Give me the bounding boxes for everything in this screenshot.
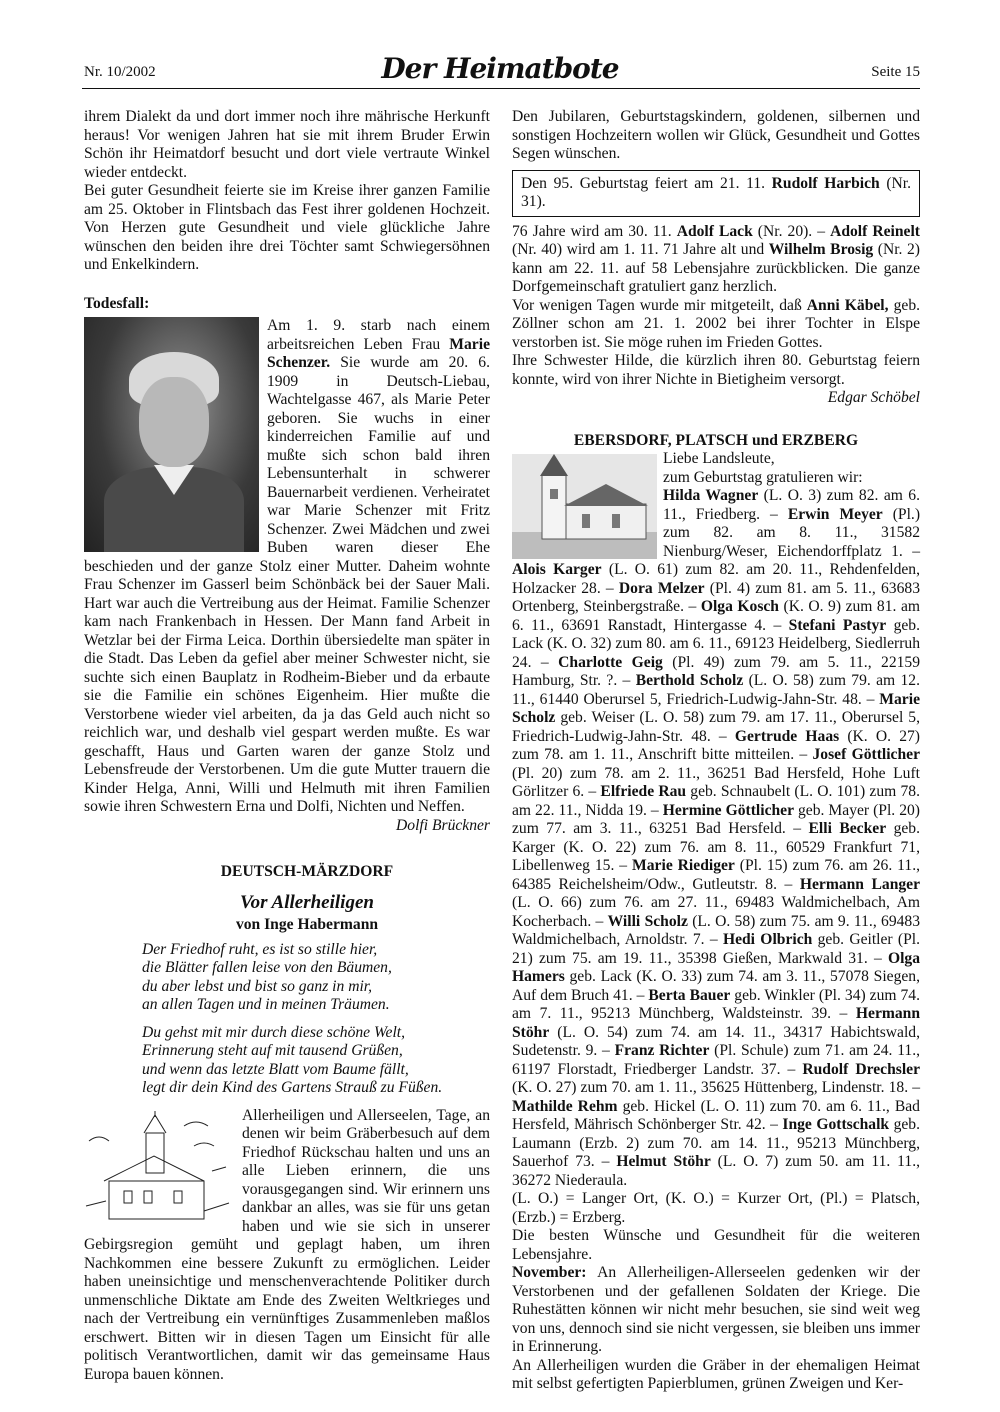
paragraph — [512, 223, 920, 297]
greeting: zum Geburtstag gratulieren wir: — [663, 468, 863, 486]
text-run: geb. Hickel (L. O. 11) zum 70. am 6. 11., Bad Hersfeld, Mährisch Schönberger Str. 42. – — [512, 1097, 920, 1133]
person-name: Mathilde Rehm — [512, 1097, 618, 1115]
birthday-box: Den 95. Geburtstag feiert am 21. 11. Rudolf Harbich (Nr. 31). — [512, 170, 920, 217]
obituary — [84, 317, 490, 834]
issue-number: Nr. 10/2002 — [84, 64, 156, 80]
text-run: geb. Zöllner schon am 21. 1. 2002 bei ihrer Tochter in Elspe verstorben ist. Sie möge ruhen im Frieden Gottes. — [512, 296, 921, 351]
text-run: 76 Jahre wird am 30. 11. — [512, 222, 677, 240]
text-run: (L. O. 58) zum 79. am 12. 11., 61440 Oberursel 5, Friedrich-Ludwig-Jahn-Str. 48. – — [512, 672, 920, 708]
person-name: Olga Hamers — [512, 949, 920, 985]
paragraph: ihrem Dialekt da und dort immer noch ihre mährische Herkunft heraus! Vor wenigen Jahren hat sie mit ihrem Bruder Erwin Schön ihr Heimatdorf besucht und dort viele vertraute Winkel wieder entdeckt. — [84, 108, 490, 181]
text-run: (Pl. 15) zum 76. am 26. 11., 64385 Reichelsheim/Odw., Gutleutstr. 8. – — [512, 857, 920, 893]
text-run: (Pl. 49) zum 79. am 5. 11., 22159 Hamburg, Str. ?. – — [512, 653, 921, 689]
person-name: Charlotte Geig — [558, 653, 663, 671]
signature: Edgar Schöbel — [827, 389, 920, 406]
person-name: Hilda Wagner — [663, 487, 759, 504]
person-name: Josef Göttlicher — [812, 746, 920, 763]
text-run: (Nr. 2) kann am 22. 11. auf 58 Lebensjahre zurückblicken. Die ganze Dorfgemeinschaft gratuliert ganz herzlich. — [512, 241, 921, 295]
person-name: Marie Scholz — [512, 690, 920, 726]
text-run: geb. Lack (K. O. 33) zum 74. am 3. 11., 57078 Siegen, Auf dem Bruch 41. – — [512, 968, 920, 1004]
person-name: Elfriede Rau — [600, 783, 687, 800]
person-name: Stefani Pastyr — [788, 616, 887, 634]
text-run: (K. O. 9) zum 81. am 6. 11., 63691 Ranstadt, Hintergasse 4. – — [512, 598, 920, 634]
text-run: (Pl. 20) zum 78. am 2. 11., 36251 Bad Hersfeld, Hohe Luft Görlitzer 6. – — [512, 764, 920, 800]
stanza: Der Friedhof ruht, es ist so stille hier, die Blätter fallen leise von den Bäumen, du aber lebst und bist so ganz in mir, an allen Tagen und in meinen Träumen. — [142, 940, 392, 1013]
person-name: Elli Becker — [808, 820, 887, 837]
person-name: Hermine Göttlicher — [662, 801, 795, 819]
text-run: (L. O. 54) zum 74. am 14. 11., 34317 Habichtswald, Sudetenstr. 9. – — [512, 1023, 920, 1059]
paragraph: Den Jubilaren, Geburtstagskindern, goldenen, silbernen und sonstigen Hochzeitern wollen wir Glück, Gesundheit und Gottes Segen wünschen. — [512, 108, 920, 162]
paragraph: An Allerheiligen wurden die Gräber in der ehemaligen Heimat mit selbst gefertigten Papierblumen, grünen Zweigen und Ker- — [512, 1356, 920, 1392]
text-run: geb. Lack (K. O. 32) zum 80. am 6. 11., 69123 Heidelberg, Siedlerruh 24. – — [512, 616, 920, 671]
text-run: (L. O. 7) zum 50. am 11. 11., 36272 Niederaula. — [512, 1153, 920, 1189]
november-label: November: — [512, 1264, 587, 1281]
text-run: geb. Mayer (Pl. 20) zum 77. am 3. 11., 63251 Bad Hersfeld. – — [512, 801, 920, 837]
person-name: Adolf Lack — [676, 222, 753, 240]
person-name: Berthold Scholz — [635, 672, 744, 689]
masthead-title: Der Heimatbote — [381, 52, 619, 85]
text-run: geb. Schnaubelt (L. O. 101) zum 78. am 22. 11., Nidda 19. – — [512, 783, 920, 819]
church-photo-icon — [512, 454, 657, 559]
text-run: (L. O. 66) zum 76. am 27. 11., 69483 Waldmichelbach, Am Kocherbach. – — [512, 894, 920, 930]
obituary-signature: Dolfi Brückner — [396, 816, 490, 834]
person-name: Wilhelm Brosig — [768, 241, 874, 258]
greeting: Liebe Landsleute, — [663, 450, 775, 467]
person-name: Franz Richter — [614, 1042, 710, 1059]
poem — [142, 941, 490, 1098]
text-run: Vor wenigen Tagen wurde mir mitgeteilt, daß — [512, 296, 807, 314]
obituary-text: Sie wurde am 20. 6. 1909 in Deutsch-Liebau, Wachtelgasse 467, als Marie Peter geboren. Sie wuchs in einer kinderreichen Familie auf und mußte sich schon bald ihren Lebensunterhalt in schwerer Bauernarbeit verdienen. Verheiratet war Marie Schenzer mit Fritz Schenzer. Zwei Mädchen und zwei Buben waren dieser Ehe beschieden und der ganze Stolz einer Mutter. Daheim wohnte Frau Schenzer im Gasserl beim Schönbäck bei der Sauer Mali. Hart war auch die Vertreibung aus der Heimat. Familie Schenzer kam nach Frankenbach in Hessen. Der Mann fand Arbeit in Wetzlar bei der Firma Leica. Dorthin übersiedelte man später in die Stadt. Das Leben da gefiel aber meiner Schwester nicht, sie suchte sich einen Bauplatz in Rodheim-Bieber und da erbaute sie die Familie ein schönes Eigenheim. Hier mußte die Verstorbene wieder viel arbeiten, da ja das Geld auch nicht so reichlich war, und deshalb viel gespart werden mußte. Es war geschafft, Haus und Garten waren der ganze Stolz und Lebensfreude der Verstorbenen. Um die gute Mutter trauern die Kinder Helga, Anni, Willi und Helmuth mit ihren Familien sowie ihren Schwestern Erna und Dolfi, Nichten und Neffen. — [84, 354, 490, 815]
text-run: (L. O. 58) zum 75. am 9. 11., 69483 Waldmichelbach, Arnoldstr. 7. – — [512, 912, 921, 948]
text-run: (Pl. 4) zum 81. am 5. 11., 63683 Ortenberg, Steinbergstraße. – — [512, 579, 920, 615]
paragraph: November: An Allerheiligen-Allerseelen gedenken wir der Verstorbenen und der gefallenen Soldaten der Kriege. Die Ruhestätten können wir nicht mehr besuchen, sie sind weit weg von uns, dennoch sind sie nicht vergessen, sie bleiben uns immer in Erinnerung. — [512, 1264, 920, 1355]
obituary-text: Am 1. 9. starb nach einem arbeitsreichen Leben Frau — [267, 317, 490, 353]
text-run: geb. Winkler (Pl. 34) zum 74. am 7. 11., 95213 Münchberg, Waldsteinstr. 39. – — [512, 986, 920, 1022]
right-column — [512, 108, 920, 1394]
birthday-entries — [512, 487, 920, 1189]
text-run: (Nr. 20). – — [752, 222, 831, 240]
text-run: (K. O. 27) zum 78. am 1. 11., Anschrift bitte mitteilen. – — [512, 727, 920, 763]
death-heading: Todesfall: — [84, 294, 150, 312]
person-name: Helmut Stöhr — [616, 1153, 711, 1170]
birthday-list — [512, 450, 920, 1190]
text-run: (K. O. 27) zum 70. am 1. 11., 35625 Hüttenberg, Lindenstr. 18. – — [512, 1079, 920, 1096]
page-number: Seite 15 — [871, 64, 920, 80]
person-name: Inge Gottschalk — [782, 1116, 890, 1133]
person-name: Adolf Reinelt — [830, 222, 920, 240]
text-run: (Pl.) zum 82. am 8. 11., 31582 Nienburg/Weser, Eichendorffplatz 1. – — [663, 505, 921, 560]
left-column — [84, 108, 490, 1384]
person-name: Hermann Stöhr — [512, 1005, 920, 1041]
person-name: Willi Scholz — [607, 912, 688, 930]
paragraph: Ihre Schwester Hilde, die kürzlich ihren 80. Geburtstag feiern konnte, wird von ihrer Nichte in Bietigheim versorgt. — [512, 352, 920, 388]
text-run: (L. O. 61) zum 82. am 20. 11., Rehdenfelden, Holzacker 28. – — [512, 561, 920, 597]
poem-author: von Inge Habermann — [235, 916, 379, 933]
person-name: Hedi Olbrich — [722, 931, 813, 948]
text-run: geb. Karger (K. O. 22) zum 76. am 8. 11., 60529 Frankfurt 71, Libellenweg 15. – — [512, 820, 920, 874]
person-name: Berta Bauer — [648, 986, 731, 1004]
person-name: Alois Karger — [512, 561, 602, 578]
section-heading: EBERSDORF, PLATSCH und ERZBERG — [573, 431, 859, 449]
legend: (L. O.) = Langer Ort, (K. O.) = Kurzer Ort, (Pl.) = Platsch, (Erzb.) = Erzberg. — [512, 1190, 920, 1226]
closing-text: Allerheiligen und Allerseelen, Tage, an denen wir beim Gräberbesuch auf dem Friedhof Rückschau halten und uns an alle Lieben erinnern, die uns vorausgegangen sind. Wir erinnern uns dankbar an alles, was sie für uns getan haben und wie sie sich in unserer Gebirgsregion gemüht und geplagt haben, um ihren Nachkommen eine bessere Zukunft zu ermöglichen. Leider haben uneinsichtige und menschenverachtende Politiker durch unmenschliche Diktate am Ende des Zweiten Weltkrieges und nach der Vertreibung ein vernünftiges Zusammenleben maßlos erschwert. Bitten wir in diesen Tagen um Einsicht für alle politisch Verantwortlichen, damit wir das gemeinsame Haus Europa bauen können. — [84, 1106, 490, 1383]
person-name: Gertrude Haas — [734, 727, 840, 745]
poem-title: Vor Allerheiligen — [240, 891, 374, 913]
paragraph: Die besten Wünsche und Gesundheit für die weiteren Lebensjahre. — [512, 1227, 920, 1263]
person-name: Dora Melzer — [618, 579, 705, 597]
person-name: Erwin Meyer — [787, 505, 883, 523]
person-name: Olga Kosch — [700, 598, 779, 615]
paragraph — [512, 297, 920, 353]
person-name: Hermann Langer — [799, 875, 921, 893]
text-run: (Nr. 40) wird am 1. 11. 71 Jahre alt und — [512, 241, 769, 258]
person-name: Rudolf Drechsler — [802, 1060, 920, 1078]
text-run: geb. Laumann (Erzb. 2) zum 70. am 14. 11., 95213 Münchberg, Sauerhof 73. – — [512, 1116, 920, 1170]
person-name: Marie Riediger — [632, 857, 735, 874]
honoree-name: Rudolf Harbich — [771, 174, 880, 192]
text-run: geb. Geitler (Pl. 21) zum 75. am 19. 11., 35398 Gießen, Markwald 31. – — [512, 931, 921, 967]
paragraph: Bei guter Gesundheit feierte sie im Kreise ihrer ganzen Familie am 25. Oktober in Flintsbach das Fest ihrer goldenen Hochzeit. Von Herzen gute Gesundheit und viele glückliche Jahre wünschen den beiden ihre drei Töchter samt Schwiegersöhnen und Enkelkindern. — [84, 182, 490, 273]
section-heading: DEUTSCH-MÄRZDORF — [220, 863, 394, 880]
portrait-photo — [84, 317, 259, 552]
person-name: Anni Käbel, — [806, 296, 889, 314]
stanza: Du gehst mit mir durch diese schöne Welt, Erinnerung steht auf mit tausend Grüßen, und wenn das letzte Blatt vom Baume fällt, legt dir dein Kind des Gartens Strauß zu Füßen. — [142, 1023, 443, 1096]
text-run: (L. O. 3) zum 82. am 6. 11., Friedberg. – — [663, 487, 920, 523]
text-run: (Pl. Schule) zum 71. am 24. 11., 61197 Florstadt, Friedberger Landstr. 37. – — [512, 1042, 921, 1078]
obituary-name: Marie Schenzer. — [267, 335, 490, 371]
text-run: geb. Weiser (L. O. 58) zum 79. am 17. 11., Oberursel 5, Friedrich-Ludwig-Jahn-Str. 48. – — [512, 709, 920, 745]
header-rule — [82, 88, 920, 89]
church-sketch-icon — [84, 1111, 234, 1221]
